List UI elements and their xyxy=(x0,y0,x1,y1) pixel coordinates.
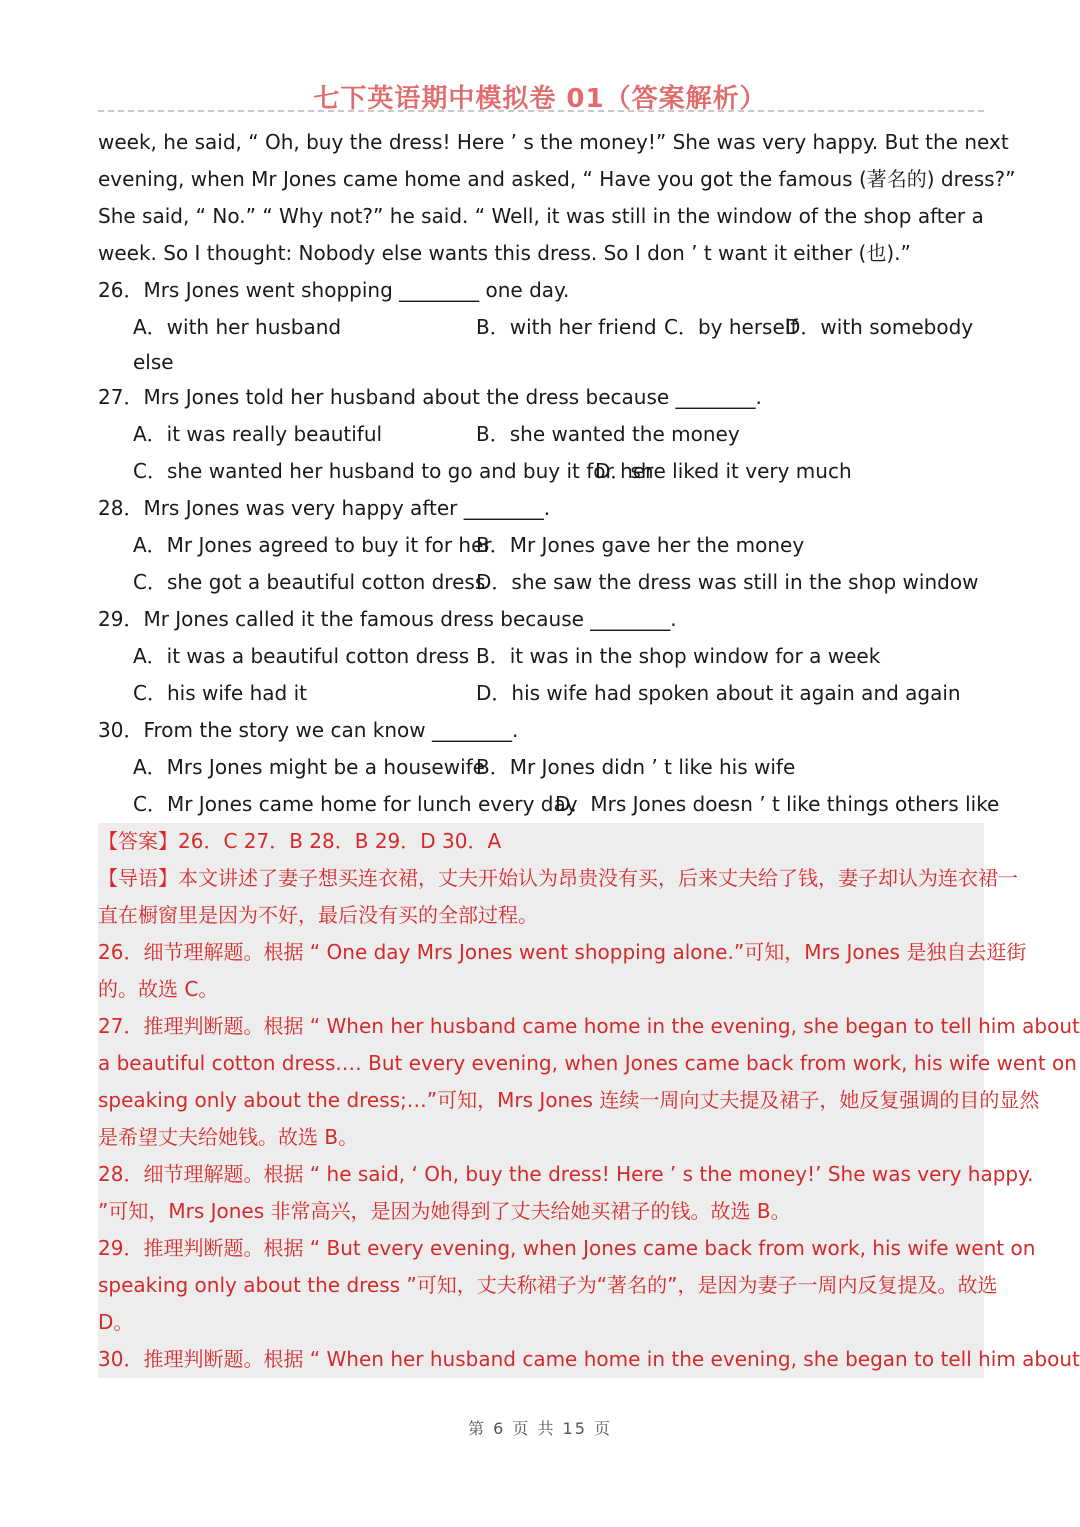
passage-line: She said, “ No.” “ Why not?” he said. “ Well, it was still in the window of the shop after a xyxy=(98,204,984,228)
explanation-line: speaking only about the dress;…”可知，Mrs Jones 连续一周向丈夫提及裙子，她反复强调的目的显然 xyxy=(98,1088,1040,1112)
question-27-options-row1 xyxy=(98,416,988,453)
answer-explanation-box xyxy=(98,823,1080,1378)
question-29-stem: 29．Mr Jones called it the famous dress because ________. xyxy=(98,607,677,631)
passage-line: week, he said, “ Oh, buy the dress! Here ’ s the money!” She was very happy. But the next xyxy=(98,130,1009,154)
question-29-options-row2 xyxy=(98,675,988,712)
option-c: C．she got a beautiful cotton dress xyxy=(133,570,486,594)
explanation-line: D。 xyxy=(98,1310,134,1334)
option-b: B．Mr Jones didn ’ t like his wife xyxy=(476,755,796,779)
option-c: C．by herself xyxy=(664,315,798,339)
explanation-line: 是希望丈夫给她钱。故选 B。 xyxy=(98,1125,359,1149)
option-d: D．with somebody xyxy=(785,315,974,339)
option-d-continued: else xyxy=(133,350,174,374)
question-30-options-row1 xyxy=(98,749,988,786)
question-28-options-row2 xyxy=(98,564,988,601)
explanation-line: 30．推理判断题。根据 “ When her husband came home in the evening, she began to tell him about xyxy=(98,1347,1080,1371)
option-c: C．Mr Jones came home for lunch every day xyxy=(133,792,578,816)
option-a: A．Mr Jones agreed to buy it for her xyxy=(133,533,492,557)
option-d: D．she saw the dress was still in the shop window xyxy=(476,570,979,594)
question-27-options-row2 xyxy=(98,453,988,490)
explanation-line: 直在橱窗里是因为不好，最后没有买的全部过程。 xyxy=(98,903,538,927)
question-30-stem: 30．From the story we can know ________. xyxy=(98,718,519,742)
option-a: A．it was really beautiful xyxy=(133,422,383,446)
page-title: 七下英语期中模拟卷 01（答案解析） xyxy=(313,84,767,114)
page-number: 第 6 页 共 15 页 xyxy=(468,1419,612,1438)
explanation-line: ”可知，Mrs Jones 非常高兴，是因为她得到了丈夫给她买裙子的钱。故选 B。 xyxy=(98,1199,791,1223)
question-28-options-row1 xyxy=(98,527,988,564)
option-d: D．Mrs Jones doesn ’ t like things others like xyxy=(555,792,1000,816)
question-29-options-row1 xyxy=(98,638,988,675)
explanation-line: a beautiful cotton dress.… But every evening, when Jones came back from work, his wife went on xyxy=(98,1051,1077,1075)
option-b: B．Mr Jones gave her the money xyxy=(476,533,805,557)
question-28-stem: 28．Mrs Jones was very happy after ________. xyxy=(98,496,551,520)
explanation-line: 26．细节理解题。根据 “ One day Mrs Jones went shopping alone.”可知，Mrs Jones 是独自去逛街 xyxy=(98,940,1027,964)
explanation-line: speaking only about the dress ”可知，丈夫称裙子为“著名的”，是因为妻子一周内反复提及。故选 xyxy=(98,1273,998,1297)
explanation-line: 的。故选 C。 xyxy=(98,977,219,1001)
explanation-line: 28．细节理解题。根据 “ he said, ‘ Oh, buy the dress! Here ’ s the money!’ She was very happy. xyxy=(98,1162,1034,1186)
document-body xyxy=(98,124,1080,1378)
explanation-line: 【导语】本文讲述了妻子想买连衣裙，丈夫开始认为昂贵没有买，后来丈夫给了钱，妻子却认为连衣裙一 xyxy=(98,866,1018,890)
header-divider xyxy=(98,110,984,112)
question-26-options xyxy=(98,309,988,346)
passage-line: evening, when Mr Jones came home and asked, “ Have you got the famous (著名的) dress?” xyxy=(98,167,1016,191)
option-b: B．with her friend xyxy=(476,315,657,339)
question-27-stem: 27．Mrs Jones told her husband about the dress because ________. xyxy=(98,385,762,409)
question-26-stem: 26．Mrs Jones went shopping ________ one day. xyxy=(98,278,570,302)
option-c: C．she wanted her husband to go and buy it for her xyxy=(133,459,654,483)
option-b: B．she wanted the money xyxy=(476,422,740,446)
option-d: D．his wife had spoken about it again and again xyxy=(476,681,961,705)
passage-line: week. So I thought: Nobody else wants this dress. So I don ’ t want it either (也).” xyxy=(98,241,911,265)
option-c: C．his wife had it xyxy=(133,681,307,705)
option-a: A．it was a beautiful cotton dress xyxy=(133,644,470,668)
option-a: A．Mrs Jones might be a housewife xyxy=(133,755,485,779)
explanation-line: 27．推理判断题。根据 “ When her husband came home in the evening, she began to tell him about xyxy=(98,1014,1080,1038)
option-a: A．with her husband xyxy=(133,315,342,339)
answer-key: 【答案】26．C 27．B 28．B 29．D 30．A xyxy=(98,829,502,853)
option-b: B．it was in the shop window for a week xyxy=(476,644,881,668)
explanation-line: 29．推理判断题。根据 “ But every evening, when Jones came back from work, his wife went on xyxy=(98,1236,1036,1260)
question-30-options-row2 xyxy=(98,786,1000,823)
option-d: D．she liked it very much xyxy=(595,459,852,483)
